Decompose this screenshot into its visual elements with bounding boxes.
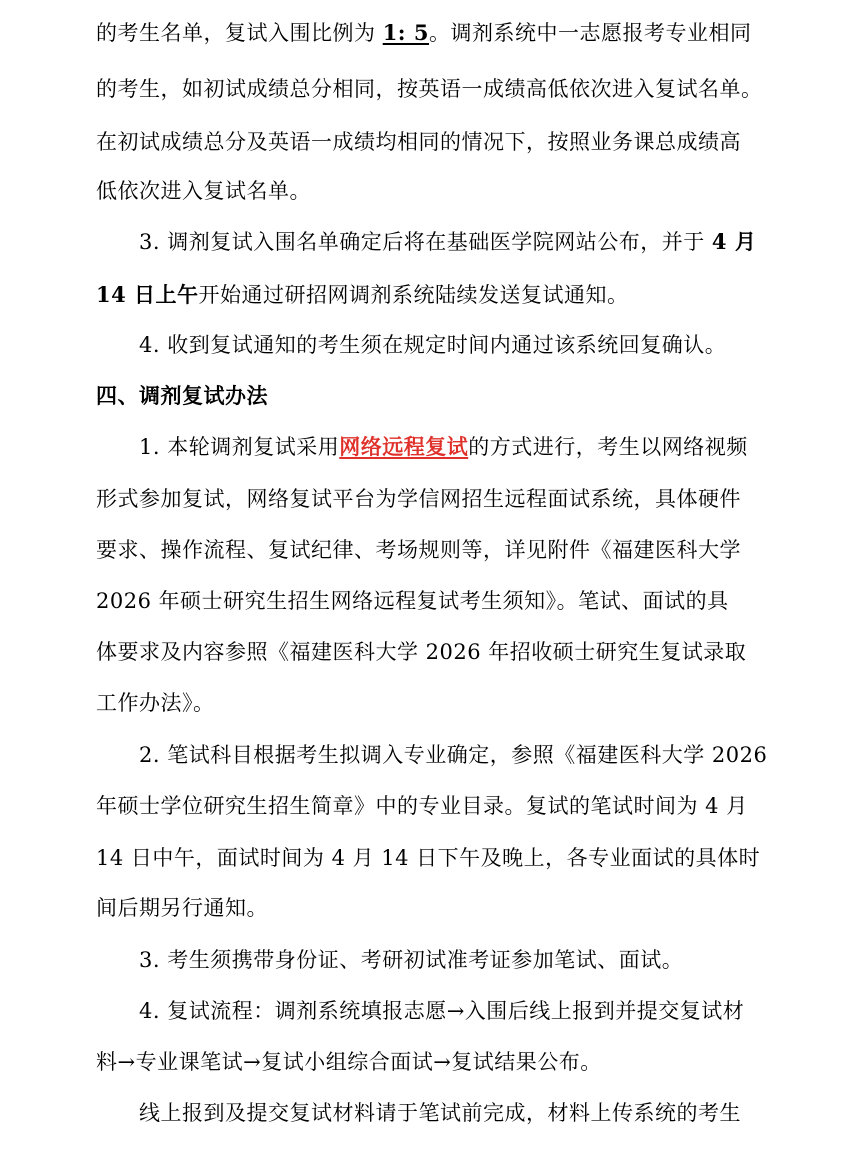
paragraph-line (96, 19, 751, 47)
line-text: 。调剂系统中一志愿报考专业相同 (428, 21, 752, 45)
paragraph-line (96, 128, 741, 156)
highlight-text: 网络远程复试 (339, 434, 469, 459)
line-text: 14 日中午，面试时间为 4 月 14 日下午及晚上，各专业面试的具体时 (96, 846, 761, 870)
paragraph-line (139, 1099, 741, 1127)
line-text: 4. 复试流程：调剂系统填报志愿→入围后线上报到并提交复试材 (139, 999, 745, 1023)
line-text: 体要求及内容参照《福建医科大学 2026 年招收硕士研究生复试录取 (96, 640, 747, 664)
paragraph-line (96, 281, 629, 309)
paragraph-line (96, 587, 729, 615)
paragraph-line (96, 792, 748, 820)
paragraph-line (139, 997, 744, 1025)
line-text: 4. 收到复试通知的考生须在规定时间内通过该系统回复确认。 (139, 333, 727, 357)
heading-text: 四、调剂复试办法 (96, 384, 268, 408)
paragraph-line (96, 75, 763, 103)
line-text: 3. 调剂复试入围名单确定后将在基础医学院网站公布，并于 (139, 230, 712, 254)
line-text: 2026 年硕士研究生招生网络远程复试考生须知》。笔试、面试的具 (96, 589, 729, 613)
line-text: 1. 本轮调剂复试采用 (139, 435, 340, 459)
paragraph-line (139, 228, 756, 256)
line-text: 线上报到及提交复试材料请于笔试前完成，材料上传系统的考生 (139, 1101, 741, 1125)
line-text: 工作办法》。 (96, 691, 215, 715)
bold-date-text: 14 日上午 (96, 282, 199, 307)
bold-date-text: 4 月 (711, 229, 757, 254)
line-text: 的考生，如初试成绩总分相同，按英语一成绩高低依次进入复试名单。 (96, 77, 763, 101)
line-text: 的考生名单，复试入围比例为 (96, 21, 383, 45)
section-heading (96, 382, 268, 410)
paragraph-line (139, 946, 683, 974)
ratio-text: 1: 5 (382, 20, 429, 45)
paragraph-line (96, 638, 746, 666)
paragraph-line (139, 741, 767, 769)
line-text: 年硕士学位研究生招生简章》中的专业目录。复试的笔试时间为 4 月 (96, 794, 748, 818)
line-text: 在初试成绩总分及英语一成绩均相同的情况下，按照业务课总成绩高 (96, 130, 741, 154)
paragraph-line (96, 689, 215, 717)
line-text: 开始通过研招网调剂系统陆续发送复试通知。 (198, 283, 629, 307)
line-text: 要求、操作流程、复试纪律、考场规则等，详见附件《福建医科大学 (96, 538, 741, 562)
line-text: 2. 笔试科目根据考生拟调入专业确定，参照《福建医科大学 2026 (139, 743, 768, 767)
line-text: 料→专业课笔试→复试小组综合面试→复试结果公布。 (96, 1050, 602, 1074)
paragraph-line (96, 177, 311, 205)
paragraph-line (96, 844, 760, 872)
paragraph-line (96, 1048, 602, 1076)
line-text: 3. 考生须携带身份证、考研初试准考证参加笔试、面试。 (139, 948, 684, 972)
paragraph-line (139, 331, 726, 359)
line-text: 间后期另行通知。 (96, 896, 268, 920)
line-text: 低依次进入复试名单。 (96, 179, 311, 203)
paragraph-line (96, 894, 268, 922)
paragraph-line (139, 433, 748, 461)
line-text: 形式参加复试，网络复试平台为学信网招生远程面试系统，具体硬件 (96, 487, 741, 511)
paragraph-line (96, 485, 741, 513)
line-text: 的方式进行，考生以网络视频 (468, 435, 748, 459)
paragraph-line (96, 536, 741, 564)
